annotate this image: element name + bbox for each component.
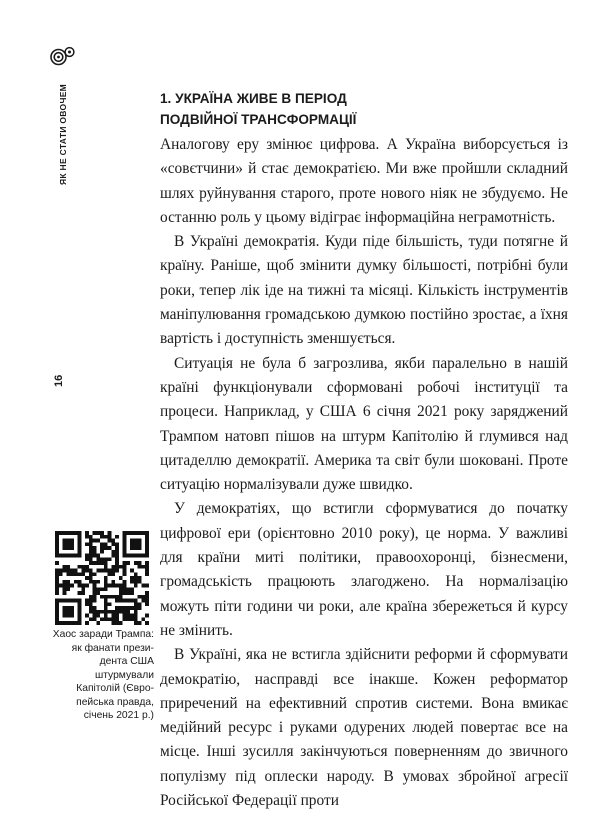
running-head: ЯК НЕ СТАТИ ОВОЧЕМ — [58, 84, 68, 186]
qr-code-icon[interactable] — [55, 531, 149, 625]
paragraph: Аналогову еру змінює цифрова. А Україна виборсується із «совєтчини» й стає демократією. Ми вже пройшли складний шлях руйнування старого, проте нового ніяк не збудуємо. Не останню роль у цьому відіграє інформаційна неграмотність. — [160, 136, 568, 226]
paragraph: В Україні, яка не встигла здійснити реформи й сформувати демократію, насправді все інакше. Кожен реформатор приречений на ефективний спротив системи. Вона вмикає медійний ресурс і руками одурених людей повертає все на місце. Інші зусилля закінчуються поверненням до звичного популізму під оплески народу. В умовах збройної агресії Російської Федерації проти — [160, 646, 568, 810]
page-number: 16 — [53, 374, 65, 387]
heading-line: 1. УКРАЇНА ЖИВЕ В ПЕРІОД — [160, 91, 347, 106]
qr-caption: Хаос заради Трампа: як фанати прези- дента США штурмували Капітолій (Євро- пейська правда, січень 2021 р.) — [52, 629, 154, 721]
section-heading — [160, 88, 568, 130]
paragraph: Ситуація не була б загрозлива, якби паралельно в нашій країні функціонували сформовані робочі інституції та процеси. Наприклад, у США 6 січня 2021 року заряджений Трампом натовп пішов на штурм Капітолію й глумився над цитаделлю демократії. Америка та світ були шоковані. Проте ситуацію нормалізували дуже швидко. — [160, 354, 568, 494]
double-circle-logo-icon — [50, 46, 76, 68]
heading-line: ПОДВІЙНОЇ ТРАНСФОРМАЦІЇ — [160, 112, 357, 127]
paragraph: У демократіях, що встигли сформуватися до початку цифрової ери (орієнтовно 2010 року), це норма. У важливі для країни миті політики, правоохоронці, бізнесмени, громадськість працюють злагоджено. На нормалізацію можуть піти години чи роки, але країна збережеться й курсу не змінить. — [160, 500, 568, 639]
paragraph: В Україні демократія. Куди піде більшість, туди потягне й країну. Раніше, щоб змінити думку більшості, потрібні були роки, тепер лік іде на тижні та місяці. Кількість інструментів маніпулювання громадською думкою постійно зростає, а їхня вартість і доступність зменшується. — [160, 233, 568, 348]
article — [160, 88, 568, 813]
